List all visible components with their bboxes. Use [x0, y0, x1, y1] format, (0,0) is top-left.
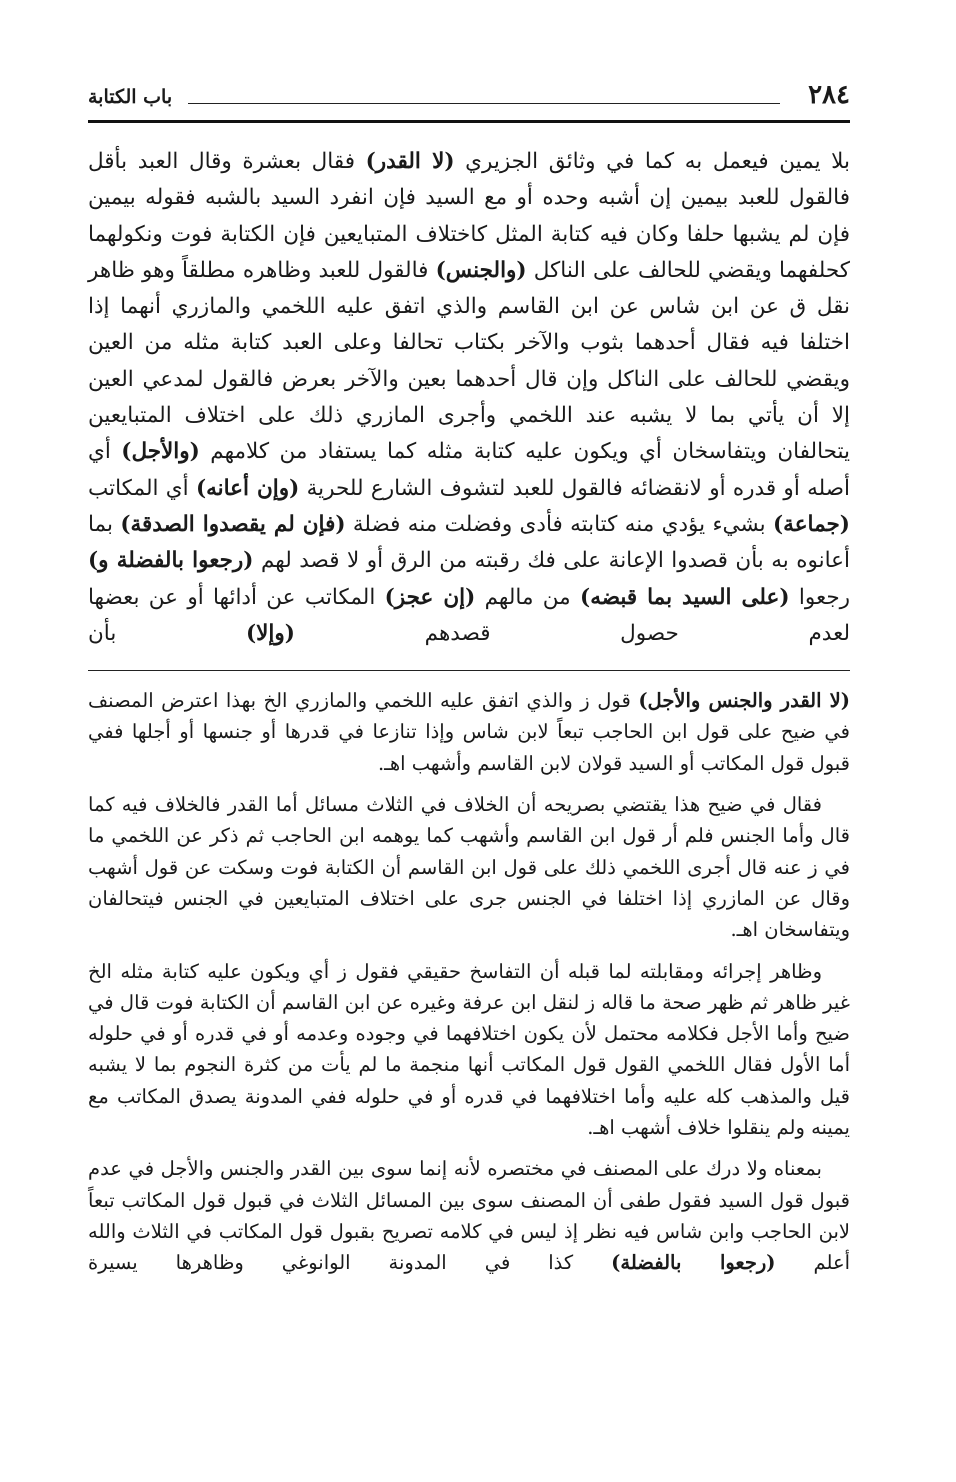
text-run: بأن — [88, 620, 246, 646]
header-divider — [188, 103, 780, 104]
footnote-paragraph: فقال في ضيح هذا يقتضي بصريحه أن الخلاف في الثلاث مسائل أما القدر فالخلاف فيه كما قال وأما الجنس فلم أر قول ابن القاسم وأشهب كما يوهمه ابن الحاجب ثم ذكر عن اللخمي ما في ز عنه قال أجرى اللخمي ذلك على قول ابن القاسم أن الكتابة فوت وسكت عن قول أشهب وقال عن المازري إذا اختلفا في الجنس جرى على اختلاف المتبايعين في الجنس فيتحالفان ويتفاسخان اهـ. — [88, 793, 850, 942]
text-run: من مالهم — [475, 584, 581, 610]
text-run: فقال بعشرة وقال العبد بأقل فالقول للعبد بيمين إن أشبه وحده أو مع السيد فإن انفرد السيد بالشبه فقوله بيمين فإن لم يشبها حلفا وكان فيه كتابة المثل كاختلاف المتبايعين فإن الكتابة فوت ونكولهما كحلفهما ويقضي للحالف على الناكل — [88, 149, 850, 283]
bold-term: (رجعوا بالفضلة) — [611, 1251, 776, 1275]
bold-term: (جماعة) — [773, 511, 850, 537]
bold-term: (على السيد بما قبضه) — [580, 584, 790, 610]
bold-term: (وإلا) — [246, 620, 295, 646]
footnote-paragraph: وظاهر إجرائه ومقابلته لما قبله أن التفاسخ حقيقي فقول ز أي ويكون عليه كتابة مثله الخ غير ظاهر ثم ظهر صحة ما قاله ز لنقل ابن عرفة وغيره عن ابن القاسم أن الكتابة فوت قال في ضيح وأما الأجل فكلامه محتمل لأن يكون اختلافهما في وجوده وعدمه أو في قدره أو في حلوله أما الأول فقال اللخمي القول قول المكاتب أنها منجمة ما لم يأت من كثرة النجوم بما لا يشبه قيل والمذهب كله عليه وأما اختلافهما في قدره أو في حلوله ففي المدونة يصدق المكاتب مع يمينه ولم ينقلوا خلاف أشهب اهـ. — [88, 959, 850, 1140]
text-run: بما أعانوه به بأن قصدوا الإعانة على فك رقبته من الرق أو لا قصد لهم — [88, 511, 850, 574]
page-number: ٢٨٤ — [808, 80, 850, 110]
footnotes — [88, 685, 850, 1278]
bold-term: (لا القدر) — [365, 149, 455, 174]
text-run: أي المكاتب — [88, 475, 196, 501]
header-underline — [88, 120, 850, 123]
footnote-separator — [88, 670, 850, 671]
text-run: أي أصله أو قدره أو لانقضائه فالقول للعبد لتشوف الشارع للحرية — [88, 439, 850, 501]
text-run: كذا في المدونة الوانوغي وظاهرها يسيرة — [88, 1251, 612, 1275]
bold-term: (والأجل) — [121, 439, 200, 465]
document-page — [88, 80, 850, 1289]
footnote-paragraph — [88, 1153, 850, 1278]
text-run: فالقول للعبد وظاهره مطلقاً وهو ظاهر نقل ق عن ابن شاس عن ابن القاسم والذي اتفق عليه اللخمي والمازري أنهما إذا اختلفا فيه فقال أحدهما بثوب والآخر بكتاب تحالفا وعلى العبد كتابة مثله من العين ويقضي للحالف على الناكل وإن قال أحدهما بعين والآخر بعرض فالقول لمدعي العين إلا أن يأتي بما لا يشبه عند اللخمي وأجرى المازري ذلك على اختلاف المتبايعين يتحالفان ويتفاسخان أي ويكون عليه كتابة مثله كما يستفاد من كلامهم — [88, 257, 851, 465]
chapter-title: باب الكتابة — [88, 86, 173, 108]
page-header — [88, 80, 850, 124]
text-run: بلا يمين فيعمل به كما في وثائق الجزيري — [454, 149, 850, 174]
footnote-paragraph — [88, 685, 850, 779]
text-run: بمعناه ولا درك على المصنف في مختصره لأنه إنما سوى بين القدر والجنس والأجل في عدم قبول قول السيد فقول طفى أن المصنف سوى بين المسائل الثلاث في قبول قول المكاتب تبعاً لابن الحاجب وابن شاس فيه نظر إذ ليس في كلامه تصريح بقبول قول المكاتب في الثلاث والله أعلم — [88, 1157, 851, 1275]
text-run: رجعوا — [789, 584, 851, 610]
bold-term: (والجنس) — [435, 257, 527, 283]
main-text — [88, 144, 850, 652]
bold-term: (فإن لم يقصدوا الصدقة) — [120, 511, 346, 537]
bold-term: (لا القدر والجنس والأجل) — [638, 689, 851, 713]
text-run: قول ز والذي اتفق عليه اللخمي والمازري الخ بهذا اعترض المصنف في ضيح على قول ابن الحاجب تبعاً لابن شاس وإذا تنازعا في قدرها أو جنسها أو أجلها ففي قبول قول المكاتب أو السيد قولان لابن القاسم وأشهب اهـ. — [88, 689, 850, 775]
text-run: بشيء يؤدي منه كتابته فأدى وفضلت منه فضلة — [345, 511, 773, 537]
main-paragraph — [88, 144, 850, 652]
bold-term: (إن عجز) — [384, 584, 476, 610]
text-run: المكاتب عن أدائها أو عن بعضها لعدم حصول قصدهم — [88, 584, 850, 646]
bold-term: (وإن أعانه) — [195, 475, 300, 501]
bold-term: (رجعوا بالفضلة و) — [88, 548, 254, 574]
